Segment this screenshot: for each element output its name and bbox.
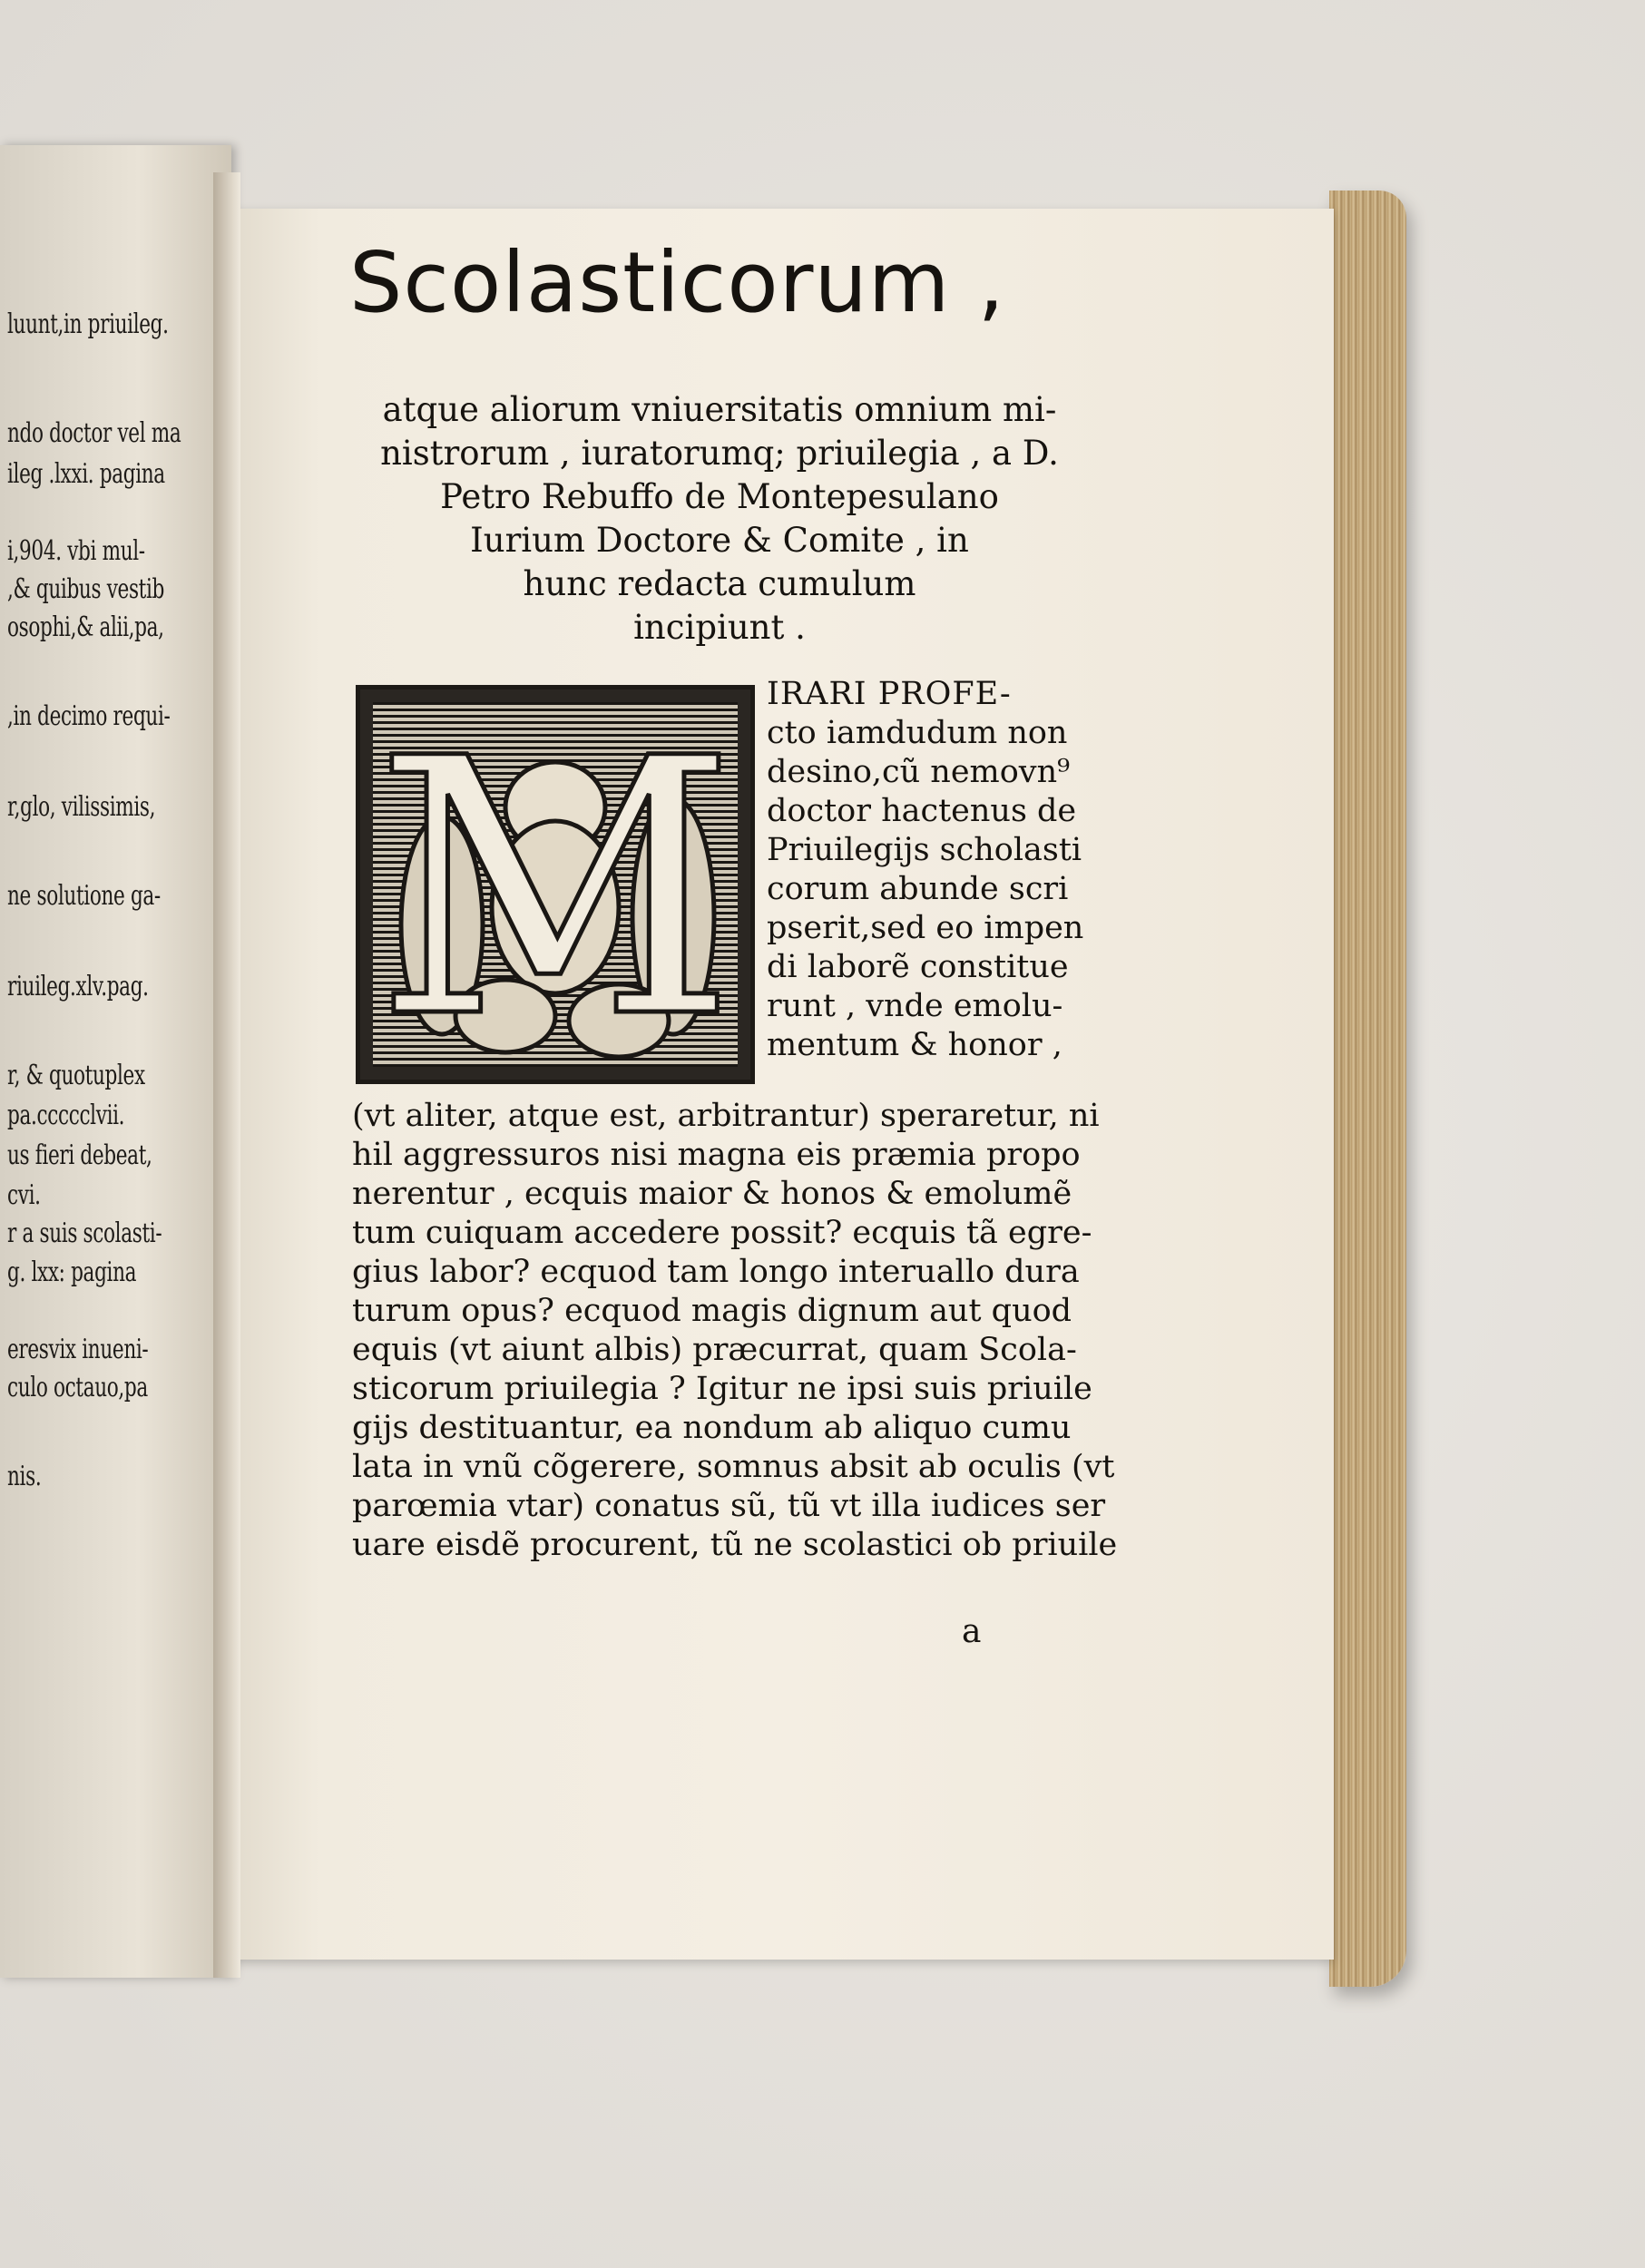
left-line: r,glo, vilissimis, <box>7 791 156 823</box>
book-fore-edge <box>1329 191 1406 1987</box>
left-line: ndo doctor vel ma <box>7 417 181 449</box>
left-line: riuileg.xlv.pag. <box>7 971 149 1002</box>
body-line: Priuilegijs scholasti <box>767 832 1082 868</box>
initial-letter: M <box>374 683 737 1095</box>
left-line: ,& quibus vestib <box>7 573 165 605</box>
left-line: r, & quotuplex <box>7 1060 145 1091</box>
left-line: nis. <box>7 1461 42 1492</box>
body-line: sticorum priuilegia ? Igitur ne ipsi suis priuile <box>352 1371 1092 1407</box>
left-line: g. lxx: pagina <box>7 1256 137 1288</box>
body-line: lata in vnũ cõgerere, somnus absit ab oculis (vt <box>352 1449 1115 1485</box>
left-line: ,in decimo requi- <box>7 700 171 732</box>
left-line: osophi,& alii,pa, <box>7 611 164 643</box>
body-line: pserit,sed eo impen <box>767 910 1084 946</box>
body-line: uare eisdẽ procurent, tũ ne scolastici ob priuile <box>352 1527 1118 1563</box>
decorated-initial <box>356 683 755 1095</box>
body-line: gius labor? ecquod tam longo interuallo dura <box>352 1254 1080 1290</box>
left-line: luunt,in priuileg. <box>7 308 169 340</box>
left-line: pa.ccccclvii. <box>7 1100 125 1131</box>
body-line: nerentur , ecquis maior & honos & emolumẽ <box>352 1176 1072 1212</box>
body-line: hil aggressuros nisi magna eis præmia propo <box>352 1137 1081 1173</box>
left-line: ne solutione ga- <box>7 880 161 912</box>
body-line: cto iamdudum non <box>767 715 1068 751</box>
left-line: ileg .lxxi. pagina <box>7 458 165 490</box>
body-line: gijs destituantur, ea nondum ab aliquo cumu <box>352 1410 1072 1446</box>
subtitle-line: atque aliorum vniuersitatis omnium mi- <box>382 390 1057 429</box>
body-line: corum abunde scri <box>767 871 1069 907</box>
body-line: tum cuiquam accedere possit? ecquis tã egre- <box>352 1215 1092 1251</box>
subtitle-line: incipiunt . <box>633 608 806 647</box>
left-line: i,904. vbi mul- <box>7 535 145 567</box>
body-line: IRARI PROFE- <box>767 676 1012 712</box>
left-line: eresvix inueni- <box>7 1334 149 1365</box>
left-line: r a suis scolasti- <box>7 1217 162 1249</box>
left-line: us fieri debeat, <box>7 1139 152 1171</box>
left-line: cvi. <box>7 1179 41 1211</box>
subtitle-line: Petro Rebuffo de Montepesulano <box>440 477 999 516</box>
subtitle-line: nistrorum , iuratorumq; priuilegia , a D. <box>380 434 1059 473</box>
signature-mark: a <box>962 1613 982 1650</box>
subtitle-line: Iurium Doctore & Comite , in <box>470 521 969 560</box>
subtitle-line: hunc redacta cumulum <box>523 564 916 603</box>
body-line: parœmia vtar) conatus sũ, tũ vt illa iudices ser <box>352 1488 1106 1524</box>
body-line: desino,cũ nemovn⁹ <box>767 754 1071 790</box>
body-line: equis (vt aiunt albis) præcurrat, quam Scola- <box>352 1332 1077 1368</box>
body-line: runt , vnde emolu- <box>767 988 1063 1024</box>
body-line: di laborẽ constitue <box>767 949 1069 985</box>
body-line: mentum & honor , <box>767 1027 1062 1063</box>
body-line: (vt aliter, atque est, arbitrantur) speraretur, ni <box>352 1098 1100 1134</box>
body-line: doctor hactenus de <box>767 793 1077 829</box>
page-title: Scolasticorum , <box>349 234 1005 331</box>
body-line: turum opus? ecquod magis dignum aut quod <box>352 1293 1072 1329</box>
book-gutter <box>213 172 240 1978</box>
left-line: culo octauo,pa <box>7 1372 148 1403</box>
